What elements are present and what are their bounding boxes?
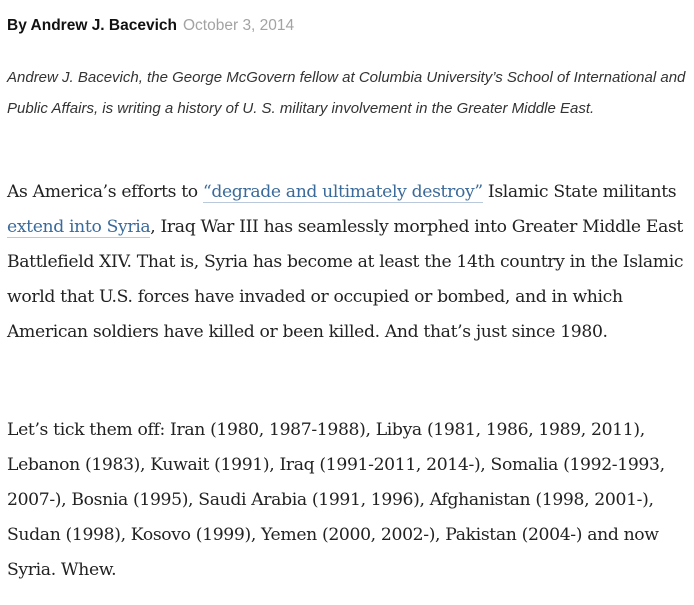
author-byline: By Andrew J. Bacevich — [7, 17, 177, 34]
paragraph-text: As America’s efforts to — [7, 182, 203, 202]
publish-date: October 3, 2014 — [183, 17, 295, 34]
extend-into-syria-link[interactable]: extend into Syria — [7, 217, 151, 237]
article-paragraph-1 — [7, 175, 693, 350]
byline — [7, 17, 294, 35]
paragraph-text: Islamic State militants — [482, 182, 677, 202]
paragraph-text: , Iraq War III has seamlessly morphed into Greater Middle East Battlefield XIV. That is, Syria has become at least the 14th country in the Islamic world that U.S. forces have invaded or occupied or bombed, and in which American soldiers have killed or been killed. And that’s just since 1980. — [7, 217, 684, 342]
degrade-destroy-link[interactable]: “degrade and ultimately destroy” — [202, 182, 483, 202]
author-bio: Andrew J. Bacevich, the George McGovern fellow at Columbia University’s School of International and Public Affairs, is writing a history of U. S. military involvement in the Greater Middle East. — [7, 69, 686, 117]
article-paragraph-2: Let’s tick them off: Iran (1980, 1987-1988), Libya (1981, 1986, 1989, 2011), Lebanon (1983), Kuwait (1991), Iraq (1991-2011, 2014-), Somalia (1992-1993, 2007-), Bosnia (1995), Saudi Arabia (1991, 1996), Afghanistan (1998, 2001-), Sudan (1998), Kosovo (1999), Yemen (2000, 2002-), Pakistan (2004-) and now Syria. Whew. — [7, 420, 665, 580]
